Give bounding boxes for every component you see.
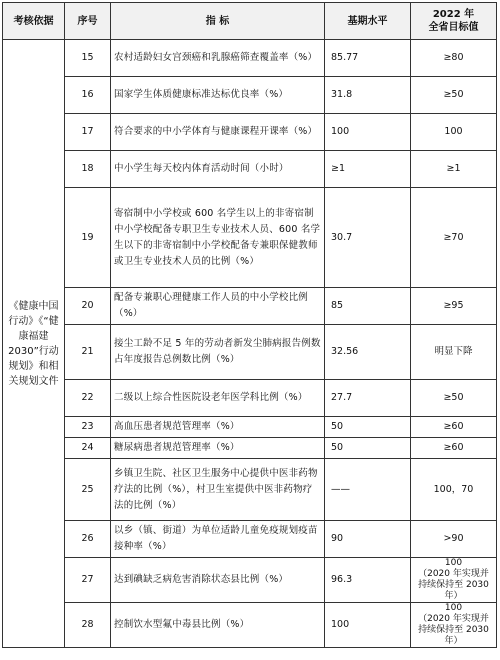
indicator-cell: 中小学生每天校内体育活动时间（小时） <box>111 151 325 188</box>
target-cell <box>411 558 497 603</box>
table-row <box>3 521 497 558</box>
table-row <box>3 188 497 288</box>
indicator-cell: 符合要求的中小学体育与健康课程开课率（%） <box>111 114 325 151</box>
target-cell: 明显下降 <box>411 325 497 380</box>
table-row <box>3 558 497 603</box>
seq-cell: 21 <box>65 325 111 380</box>
seq-cell: 16 <box>65 77 111 114</box>
target-cell: 100，70 <box>411 459 497 521</box>
indicator-cell: 接尘工龄不足 5 年的劳动者新发尘肺病报告例数占年度报告总例数比例（%） <box>111 325 325 380</box>
basis-cell: 《健康中国行动》《“健康福建2030”行动规划》和相关规划文件 <box>3 40 65 648</box>
table-row <box>3 603 497 648</box>
baseline-cell: ≥1 <box>325 151 411 188</box>
table-row <box>3 151 497 188</box>
seq-cell: 22 <box>65 380 111 417</box>
baseline-cell: 31.8 <box>325 77 411 114</box>
baseline-cell: 27.7 <box>325 380 411 417</box>
seq-cell: 23 <box>65 417 111 438</box>
indicator-cell: 乡镇卫生院、社区卫生服务中心提供中医非药物疗法的比例（%），村卫生室提供中医非药物疗法的比例（%） <box>111 459 325 521</box>
table-row <box>3 380 497 417</box>
header-target-line1: 2022 年 <box>432 9 475 20</box>
indicator-cell: 以乡（镇、街道）为单位适龄儿童免疫规划疫苗接种率（%） <box>111 521 325 558</box>
header-target-line2: 全省目标值 <box>428 22 479 33</box>
baseline-cell: —— <box>325 459 411 521</box>
seq-cell: 25 <box>65 459 111 521</box>
indicator-table-container <box>2 2 496 648</box>
table-header-row <box>3 3 497 40</box>
baseline-cell: 30.7 <box>325 188 411 288</box>
indicator-cell: 寄宿制中小学校或 600 名学生以上的非寄宿制中小学校配备专职卫生专业技术人员、600 名学生以下的非寄宿制中小学校配备专兼职保健教师或卫生专业技术人员的比例（%） <box>111 188 325 288</box>
seq-cell: 20 <box>65 288 111 325</box>
table-row <box>3 417 497 438</box>
baseline-cell: 50 <box>325 438 411 459</box>
target-note: （2020 年实现并持续保持至 2030 年） <box>418 614 489 646</box>
baseline-cell: 85.77 <box>325 40 411 77</box>
header-seq: 序号 <box>65 3 111 40</box>
header-indicator: 指 标 <box>111 3 325 40</box>
baseline-cell: 50 <box>325 417 411 438</box>
target-cell: ≥60 <box>411 438 497 459</box>
table-row <box>3 325 497 380</box>
indicator-cell: 控制饮水型氟中毒县比例（%） <box>111 603 325 648</box>
seq-cell: 19 <box>65 188 111 288</box>
indicator-cell: 二级以上综合性医院设老年医学科比例（%） <box>111 380 325 417</box>
header-target <box>411 3 497 40</box>
target-cell <box>411 603 497 648</box>
table-row <box>3 77 497 114</box>
seq-cell: 26 <box>65 521 111 558</box>
indicator-cell: 高血压患者规范管理率（%） <box>111 417 325 438</box>
seq-cell: 27 <box>65 558 111 603</box>
target-cell: 100 <box>411 114 497 151</box>
baseline-cell: 100 <box>325 114 411 151</box>
indicator-table <box>2 2 497 648</box>
target-cell: ≥95 <box>411 288 497 325</box>
header-baseline: 基期水平 <box>325 3 411 40</box>
indicator-cell: 糖尿病患者规范管理率（%） <box>111 438 325 459</box>
seq-cell: 18 <box>65 151 111 188</box>
table-row <box>3 288 497 325</box>
target-cell: ≥70 <box>411 188 497 288</box>
seq-cell: 17 <box>65 114 111 151</box>
seq-cell: 28 <box>65 603 111 648</box>
table-row <box>3 114 497 151</box>
indicator-cell: 达到碘缺乏病危害消除状态县比例（%） <box>111 558 325 603</box>
baseline-cell: 32.56 <box>325 325 411 380</box>
table-row <box>3 459 497 521</box>
target-cell: ≥80 <box>411 40 497 77</box>
target-note: （2020 年实现并持续保持至 2030 年） <box>418 569 489 601</box>
target-cell: >90 <box>411 521 497 558</box>
baseline-cell: 100 <box>325 603 411 648</box>
table-row <box>3 438 497 459</box>
target-value: 100 <box>444 603 463 613</box>
target-cell: ≥1 <box>411 151 497 188</box>
indicator-cell: 农村适龄妇女宫颈癌和乳腺癌筛查覆盖率（%） <box>111 40 325 77</box>
baseline-cell: 96.3 <box>325 558 411 603</box>
header-basis: 考核依据 <box>3 3 65 40</box>
table-row <box>3 40 497 77</box>
indicator-cell: 国家学生体质健康标准达标优良率（%） <box>111 77 325 114</box>
target-cell: ≥50 <box>411 380 497 417</box>
target-cell: ≥50 <box>411 77 497 114</box>
target-cell: ≥60 <box>411 417 497 438</box>
seq-cell: 24 <box>65 438 111 459</box>
baseline-cell: 85 <box>325 288 411 325</box>
indicator-cell: 配备专兼职心理健康工作人员的中小学校比例（%） <box>111 288 325 325</box>
seq-cell: 15 <box>65 40 111 77</box>
target-value: 100 <box>444 558 463 568</box>
baseline-cell: 90 <box>325 521 411 558</box>
